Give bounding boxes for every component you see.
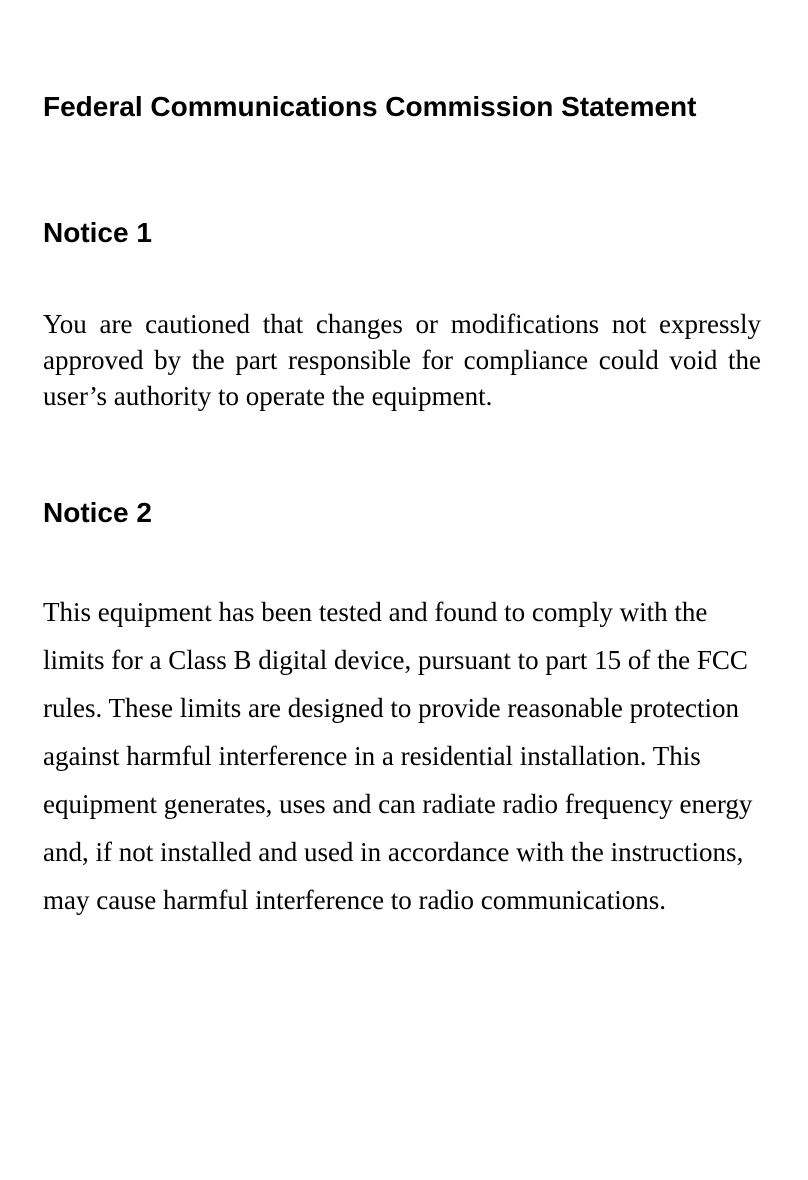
- notice-1-body: You are cautioned that changes or modifications not expressly approved by the part responsible for compliance could void the user’s authority to operate the equipment.: [43, 309, 761, 411]
- notice-2-heading: Notice 2: [43, 497, 152, 528]
- notice-2-body: This equipment has been tested and found to comply with the limits for a Class B digital device, pursuant to part 15 of the FCC rules. These limits are designed to provide reasonable protection against harmful interference in a residential installation. This equipment generates, uses and can radiate radio frequency energy and, if not installed and used in accordance with the instructions, may cause harmful interference to radio communications.: [43, 597, 753, 915]
- notice-1-heading: Notice 1: [43, 217, 152, 248]
- page-title: Federal Communications Commission Statement: [43, 91, 697, 122]
